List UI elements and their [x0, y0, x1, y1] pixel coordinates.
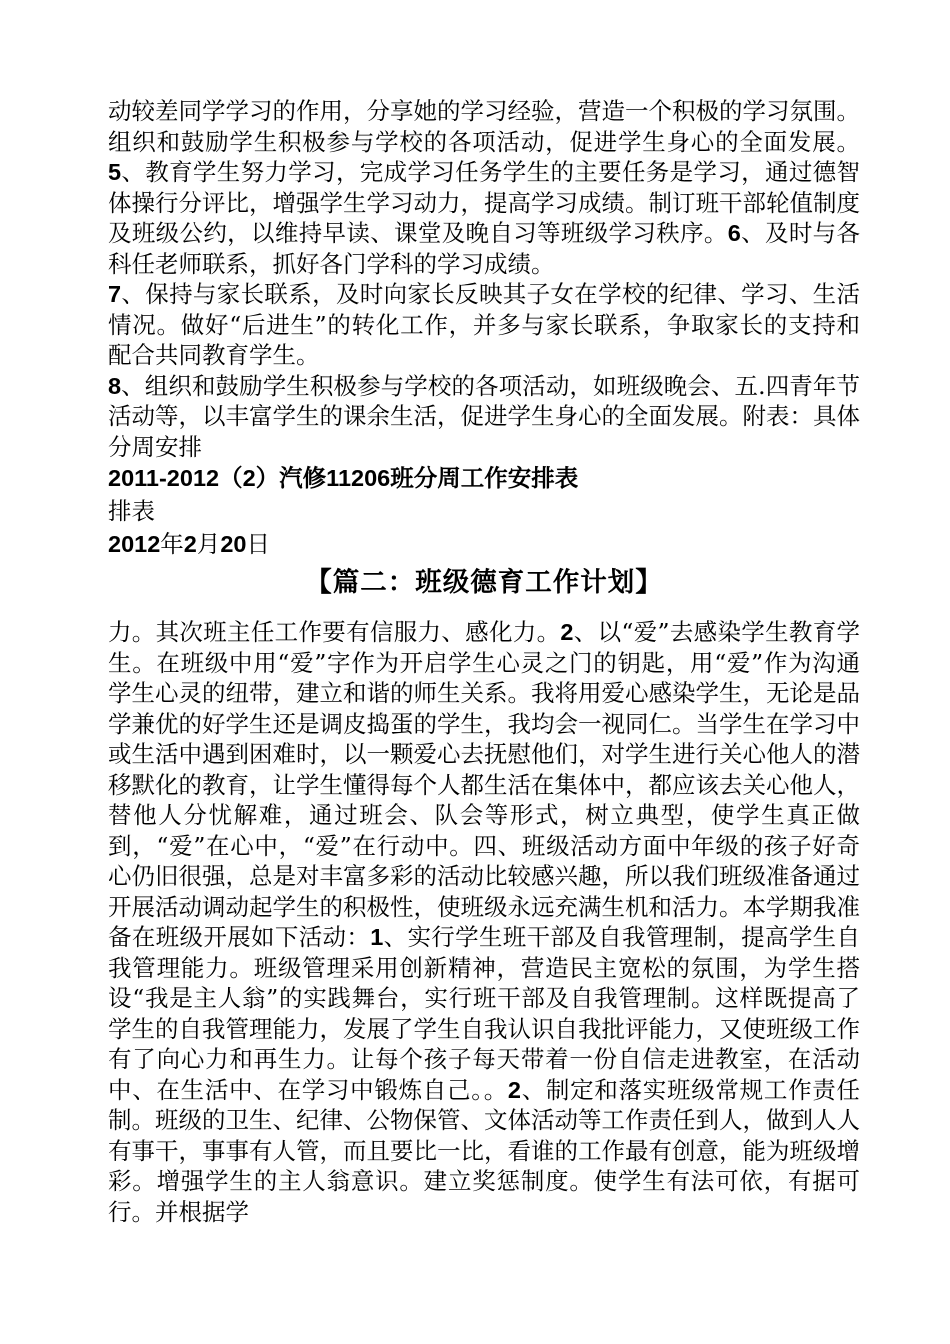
bold-run: 2011-2012	[108, 465, 220, 491]
text-run: 、制定和落实班级常规工作责任制。班级的卫生、纪律、公物保管、文体活动等工作责任到人，做到人人有事干，事事有人管，而且要比一比，看谁的工作最有创意，能为班级增彩。增强学生的主人翁意识。建立奖惩制度。使学生有法可依，有据可行。并根据学	[108, 1075, 861, 1226]
text-run: 、以“爱”去感染学生教育学生。在班级中用“爱”字作为开启学生心灵之门的钥匙，用“爱”作为沟通学生心灵的纽带，建立和谐的师生关系。我将用爱心感染学生，无论是品学兼优的好学生还是调皮捣蛋的学生，我均会一视同仁。当学生在学习中或生活中遇到困难时，以一颗爱心去抚慰他们，对学生进行关心他人的潜移默化的教育，让学生懂得每个人都生活在集体中，都应该去关心他人，替他人分忧解难，通过班会、队会等形式，树立典型，使学生真正做到，“爱”在心中，“爱”在行动中。四、班级活动方面中年级的孩子好奇心仍旧很强，总是对丰富多彩的活动比较感兴趣，所以我们班级准备通过开展活动调动起学生的积极性，使班级永远充满生机和活力。本学期我准备在班级开展如下活动：	[108, 618, 860, 951]
text-run: 班分周工作安排表	[390, 464, 579, 492]
section-two	[108, 617, 860, 1227]
bold-run: 1	[370, 924, 384, 950]
bold-run: 2012	[108, 531, 161, 557]
bold-run: 11206	[326, 465, 391, 491]
section-one	[108, 96, 860, 561]
schedule-subtitle: 排表	[108, 497, 155, 525]
bold-run: 2	[507, 1076, 521, 1103]
bold-run: 2	[183, 531, 197, 557]
paragraph-duty-8	[108, 371, 860, 463]
text-run: 、实行学生班干部及自我管理制，提高学生自我管理能力。班级管理采用创新精神，营造民主宽松的氛围，为学生搭设“我是主人翁”的实践舞台，实行班干部及自我管理制。这样既提高了学生的自我管理能力，发展了学生自我认识自我批评能力，又使班级工作有了向心力和再生力。让每个孩子每天带着一份自信走进教室，在活动中、在生活中、在学习中锻炼自己。。	[108, 923, 861, 1104]
document-date	[108, 528, 860, 561]
text-run: 日	[246, 530, 270, 558]
heading-spacer	[108, 607, 860, 617]
text-run: 、及时与各科任老师联系，抓好各门学科的学习成绩。	[108, 219, 861, 278]
paragraph-moral-education-plan	[108, 617, 860, 1227]
section-two-heading: 【篇二：班级德育工作计划】	[305, 567, 663, 598]
bold-run: （	[219, 465, 243, 491]
text-run: 力。其次班主任工作要有信服力、感化力。	[108, 618, 561, 646]
text-run: 月	[196, 530, 221, 558]
bold-run: 6	[727, 220, 741, 246]
document-page	[108, 96, 860, 1227]
paragraph-duties-5-6	[108, 96, 860, 279]
bold-run: ）汽修	[255, 465, 327, 491]
bold-run: 5	[108, 159, 122, 185]
bold-run: 2	[242, 465, 256, 491]
text-run: 年	[160, 530, 184, 558]
bold-run: 8	[108, 372, 122, 399]
bold-run: 20	[220, 531, 247, 557]
text-run: 、组织和鼓励学生积极参与学校的各项活动，如班级晚会、五.四青年节活动等，以丰富学生的课余生活，促进学生身心的全面发展。附表：具体分周安排	[108, 371, 860, 461]
text-run: 、保持与家长联系，及时向家长反映其子女在学校的纪律、学习、生活情况。做好“后进生”的转化工作，并多与家长联系，争取家长的支持和配合共同教育学生。	[108, 280, 860, 369]
bold-run: 7	[108, 281, 122, 307]
schedule-title	[108, 462, 860, 495]
text-run: 、教育学生努力学习，完成学习任务学生的主要任务是学习，通过德智体操行分评比，增强学生学习动力，提高学习成绩。制订班干部轮值制度及班级公约，以维持早读、课堂及晚自习等班级学习秩序。	[108, 158, 860, 247]
bold-run: 2	[560, 619, 574, 645]
paragraph-duty-7	[108, 279, 860, 371]
text-run: 动较差同学学习的作用，分享她的学习经验，营造一个积极的学习氛围。组织和鼓励学生积极参与学校的各项活动，促进学生身心的全面发展。	[108, 97, 860, 156]
